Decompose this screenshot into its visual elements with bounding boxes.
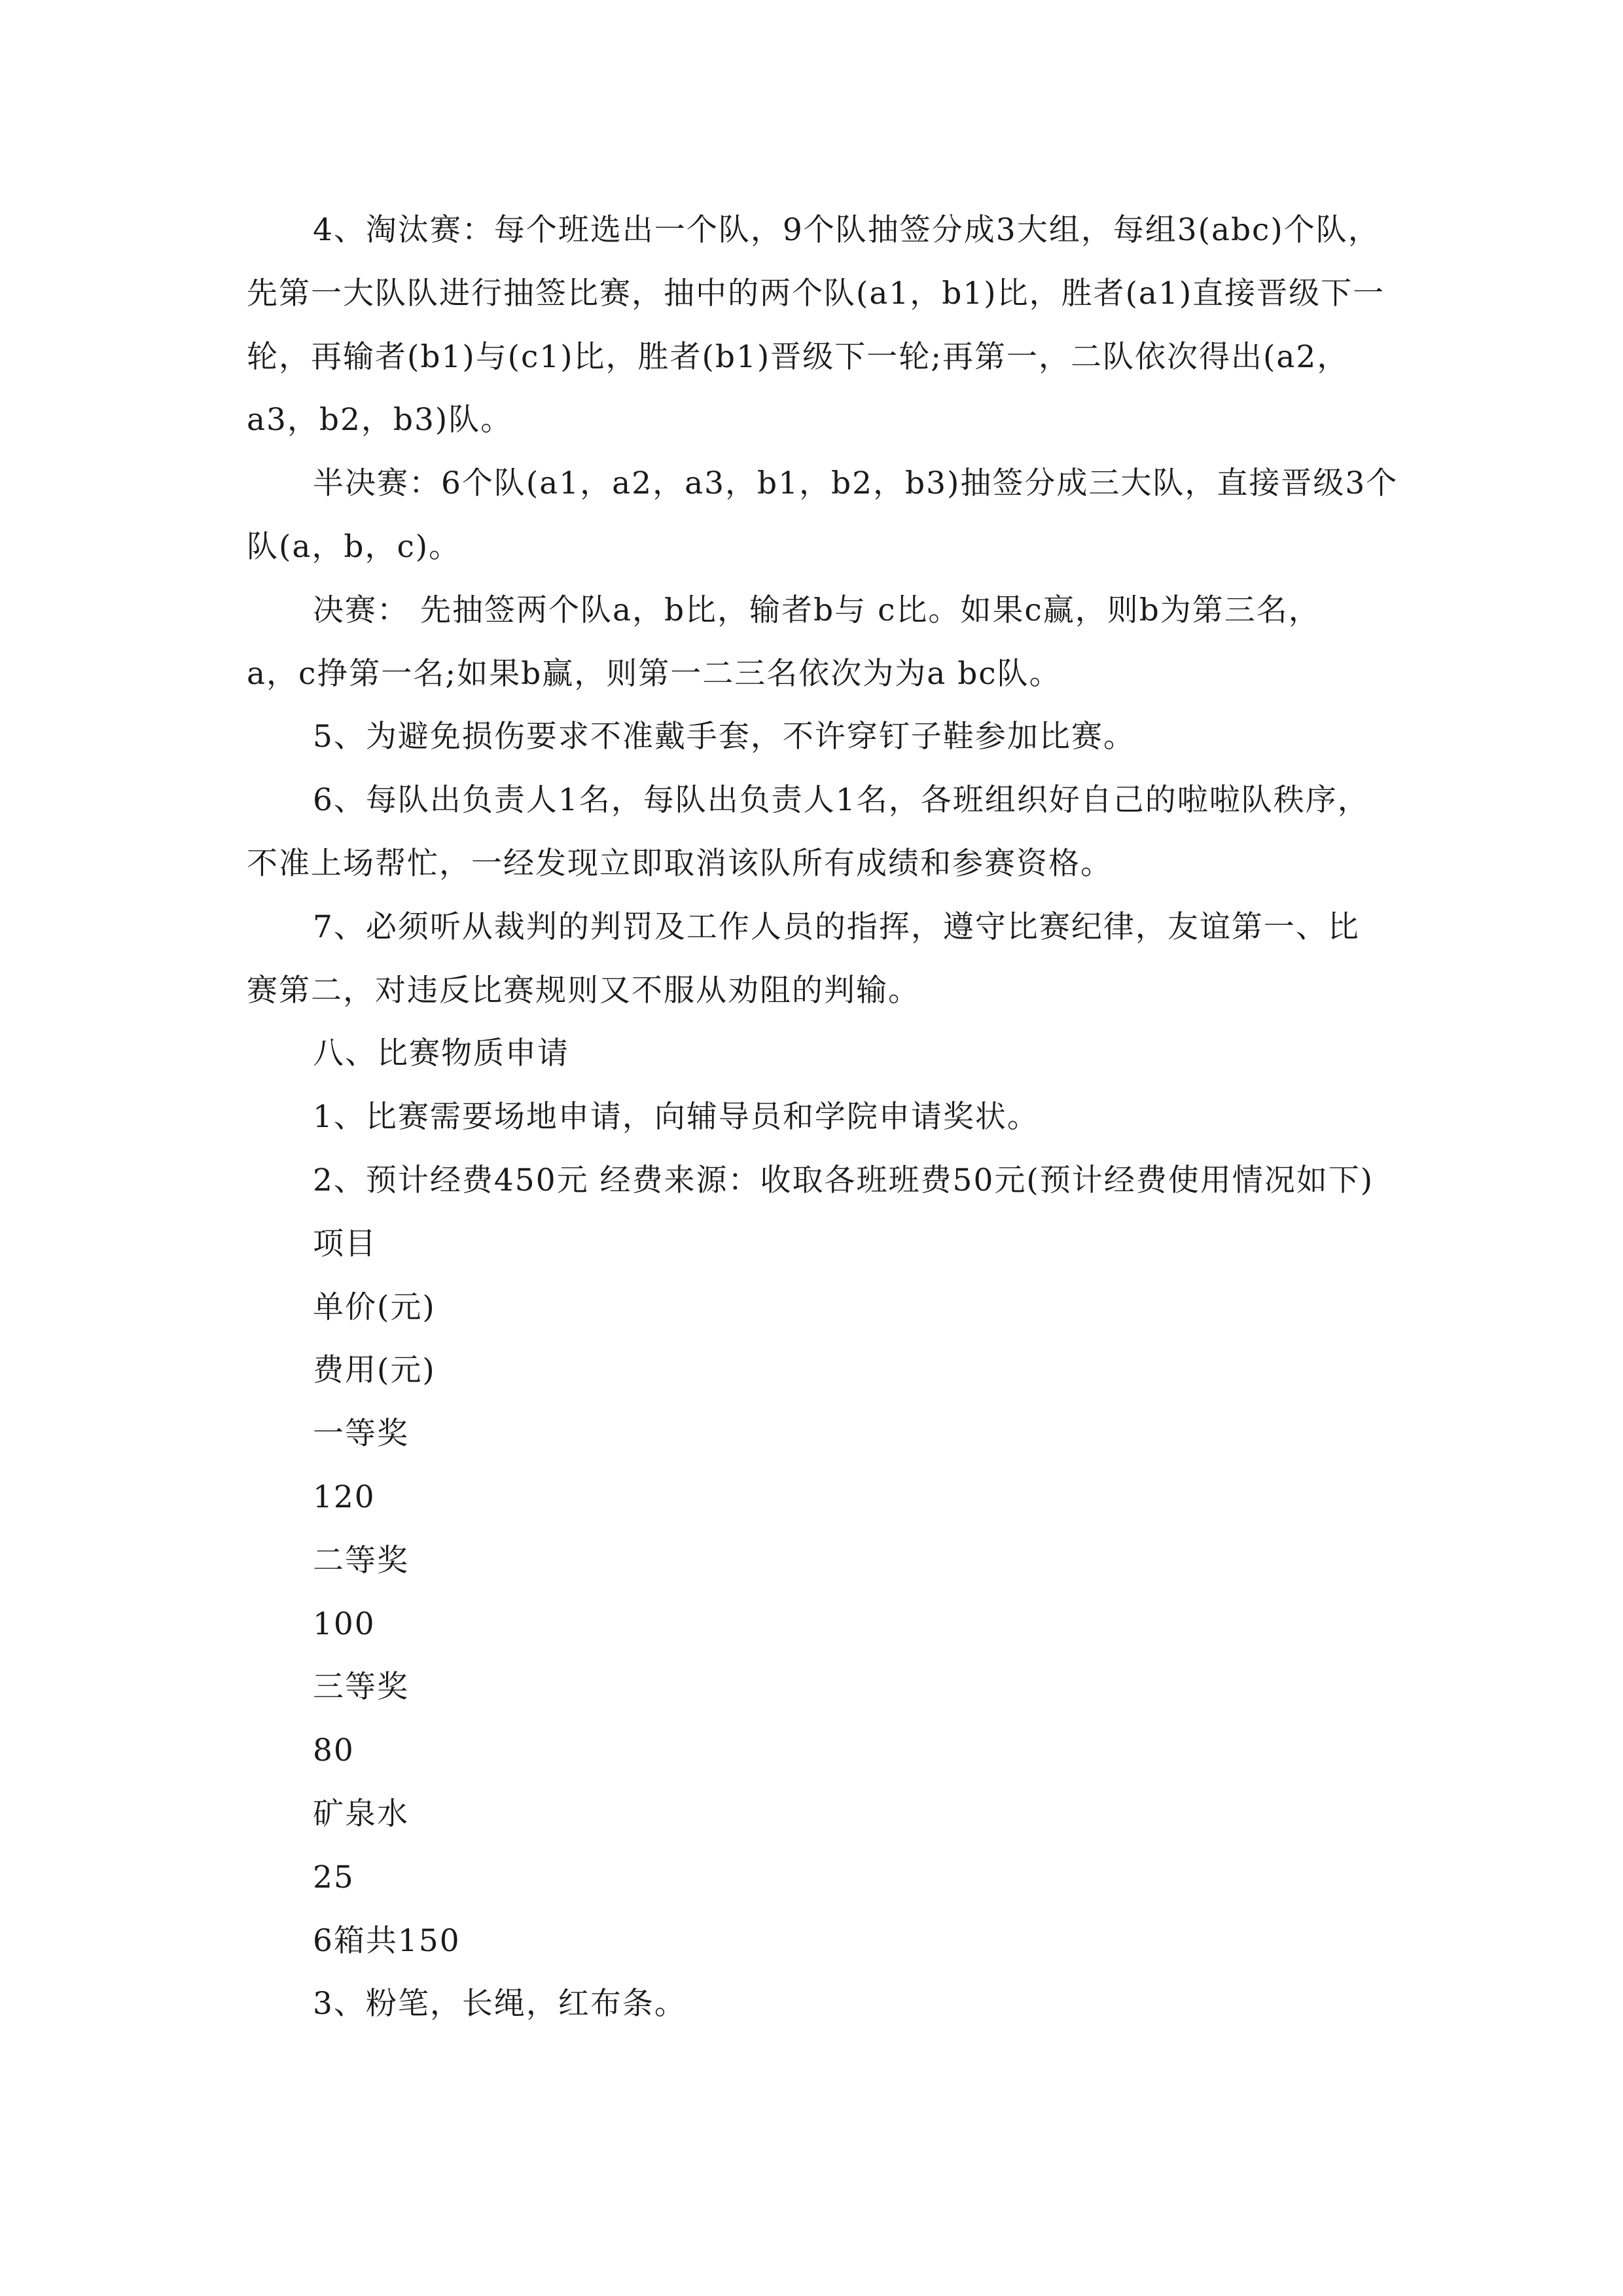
paragraph-final-line-1: 决赛： 先抽签两个队a，b比，输者b与 c比。如果c赢，则b为第三名， [313,592,1321,628]
paragraph-rule-6-line-1: 6、每队出负责人1名，每队出负责人1名，各班组织好自己的啦啦队秩序， [313,782,1370,818]
paragraph-knockout-line-4: a3，b2，b3)队。 [247,402,513,438]
paragraph-knockout-line-2: 先第一大队队进行抽签比赛，抽中的两个队(a1，b1)比，胜者(a1)直接晋级下一 [247,276,1385,312]
paragraph-rule-6-line-2: 不准上场帮忙，一经发现立即取消该队所有成绩和参赛资格。 [247,846,1113,882]
paragraph-rule-7-line-1: 7、必须听从裁判的判罚及工作人员的指挥，遵守比赛纪律，友谊第一、比 [313,909,1360,945]
paragraph-material-1: 1、比赛需要场地申请，向辅导员和学院申请奖状。 [313,1099,1039,1135]
paragraph-material-3: 3、粉笔，长绳，红布条。 [313,1986,687,2022]
paragraph-semifinal-line-2: 队(a，b，c)。 [247,529,461,565]
table-cell-second-prize-cost: 100 [313,1606,376,1642]
table-cell-mineral-water: 矿泉水 [313,1796,409,1832]
table-header-unit-price: 单价(元) [313,1289,436,1325]
paragraph-rule-5: 5、为避免损伤要求不准戴手套，不许穿钉子鞋参加比赛。 [313,719,1135,755]
table-cell-second-prize: 二等奖 [313,1543,409,1579]
table-header-cost: 费用(元) [313,1352,436,1388]
table-cell-third-prize-cost: 80 [313,1732,355,1768]
table-cell-first-prize-cost: 120 [313,1479,376,1515]
table-header-item: 项目 [313,1226,377,1262]
paragraph-semifinal-line-1: 半决赛：6个队(a1，a2，a3，b1，b2，b3)抽签分成三大队，直接晋级3个 [313,465,1399,501]
paragraph-knockout-line-1: 4、淘汰赛：每个班选出一个队，9个队抽签分成3大组，每组3(abc)个队， [313,212,1380,248]
paragraph-knockout-line-3: 轮，再输者(b1)与(c1)比，胜者(b1)晋级下一轮;再第一，二队依次得出(a2， [247,339,1349,375]
section-heading-materials: 八、比赛物质申请 [313,1035,569,1071]
table-cell-mineral-water-price: 25 [313,1859,355,1895]
table-cell-third-prize: 三等奖 [313,1669,409,1705]
paragraph-final-line-2: a，c挣第一名;如果b赢，则第一二三名依次为为a bc队。 [247,656,1061,692]
table-cell-first-prize: 一等奖 [313,1416,409,1452]
paragraph-rule-7-line-2: 赛第二，对违反比赛规则又不服从劝阻的判输。 [247,973,920,1009]
table-cell-mineral-water-cost: 6箱共150 [313,1923,461,1959]
paragraph-material-2: 2、预计经费450元 经费来源：收取各班班费50元(预计经费使用情况如下) [313,1162,1374,1198]
